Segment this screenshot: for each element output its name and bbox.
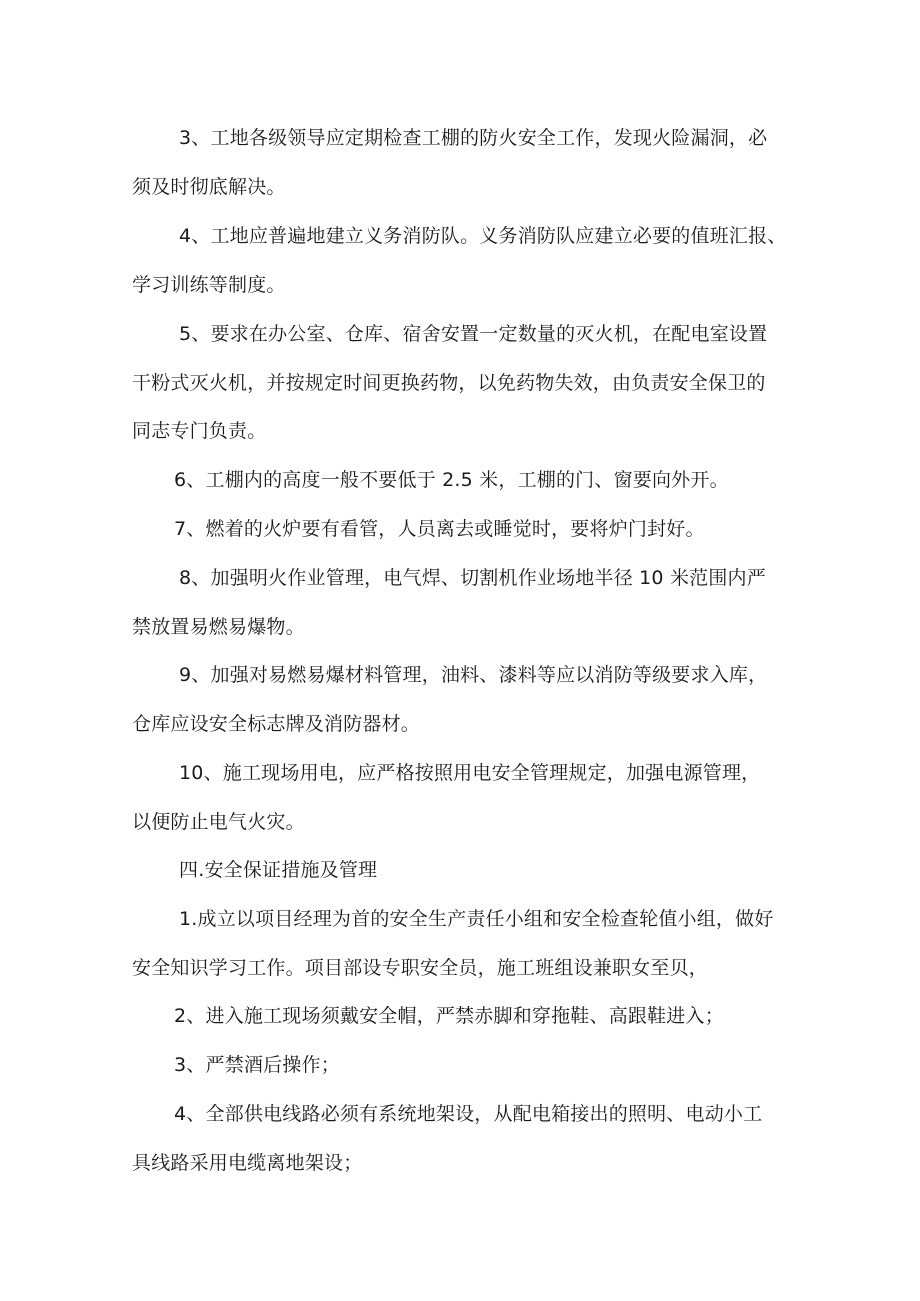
paragraph-line: 须及时彻底解决。 [132,176,286,198]
section-heading-text: 四.安全保证措施及管理 [179,859,378,881]
paragraph-line: 2、进入施工现场须戴安全帽，严禁赤脚和穿拖鞋、高跟鞋进入； [174,1005,724,1027]
paragraph-line: 禁放置易燃易爆物。 [132,616,305,638]
paragraph-line: 1.成立以项目经理为首的安全生产责任小组和安全检查轮值小组，做好 [179,908,774,930]
paragraph-line: 以便防止电气火灾。 [132,811,305,833]
paragraph-line: 5、要求在办公室、仓库、宿舍安置一定数量的灭火机，在配电室设置 [179,323,768,345]
paragraph-line: 9、加强对易燃易爆材料管理，油料、漆料等应以消防等级要求入库， [179,664,768,686]
paragraph-line: 同志专门负责。 [132,420,267,442]
paragraph-line: 4、全部供电线路必须有系统地架设，从配电箱接出的照明、电动小工 [174,1103,763,1125]
paragraph-line: 10、施工现场用电，应严格按照用电安全管理规定，加强电源管理， [179,762,761,784]
paragraph-line: 8、加强明火作业管理，电气焊、切割机作业场地半径 10 米范围内严 [179,567,766,589]
paragraph-line: 7、燃着的火炉要有看管，人员离去或睡觉时，要将炉门封好。 [174,518,705,540]
paragraph-line: 6、工棚内的高度一般不要低于 2.5 米，工棚的门、窗要向外开。 [174,469,729,491]
paragraph-line: 干粉式灭火机，并按规定时间更换药物，以免药物失效，由负责安全保卫的 [132,372,766,394]
paragraph-line: 3、工地各级领导应定期检查工棚的防火安全工作，发现火险漏洞，必 [179,127,768,149]
paragraph-line: 仓库应设安全标志牌及消防器材。 [132,713,421,735]
paragraph-line: 4、工地应普遍地建立义务消防队。义务消防队应建立必要的值班汇报、 [179,225,787,247]
paragraph-line: 学习训练等制度。 [132,274,286,296]
paragraph-line: 安全知识学习工作。项目部设专职安全员，施工班组设兼职女至贝， [132,957,709,979]
paragraph-line: 3、严禁酒后操作； [174,1054,340,1076]
paragraph-line: 具线路采用电缆离地架设； [132,1152,363,1174]
